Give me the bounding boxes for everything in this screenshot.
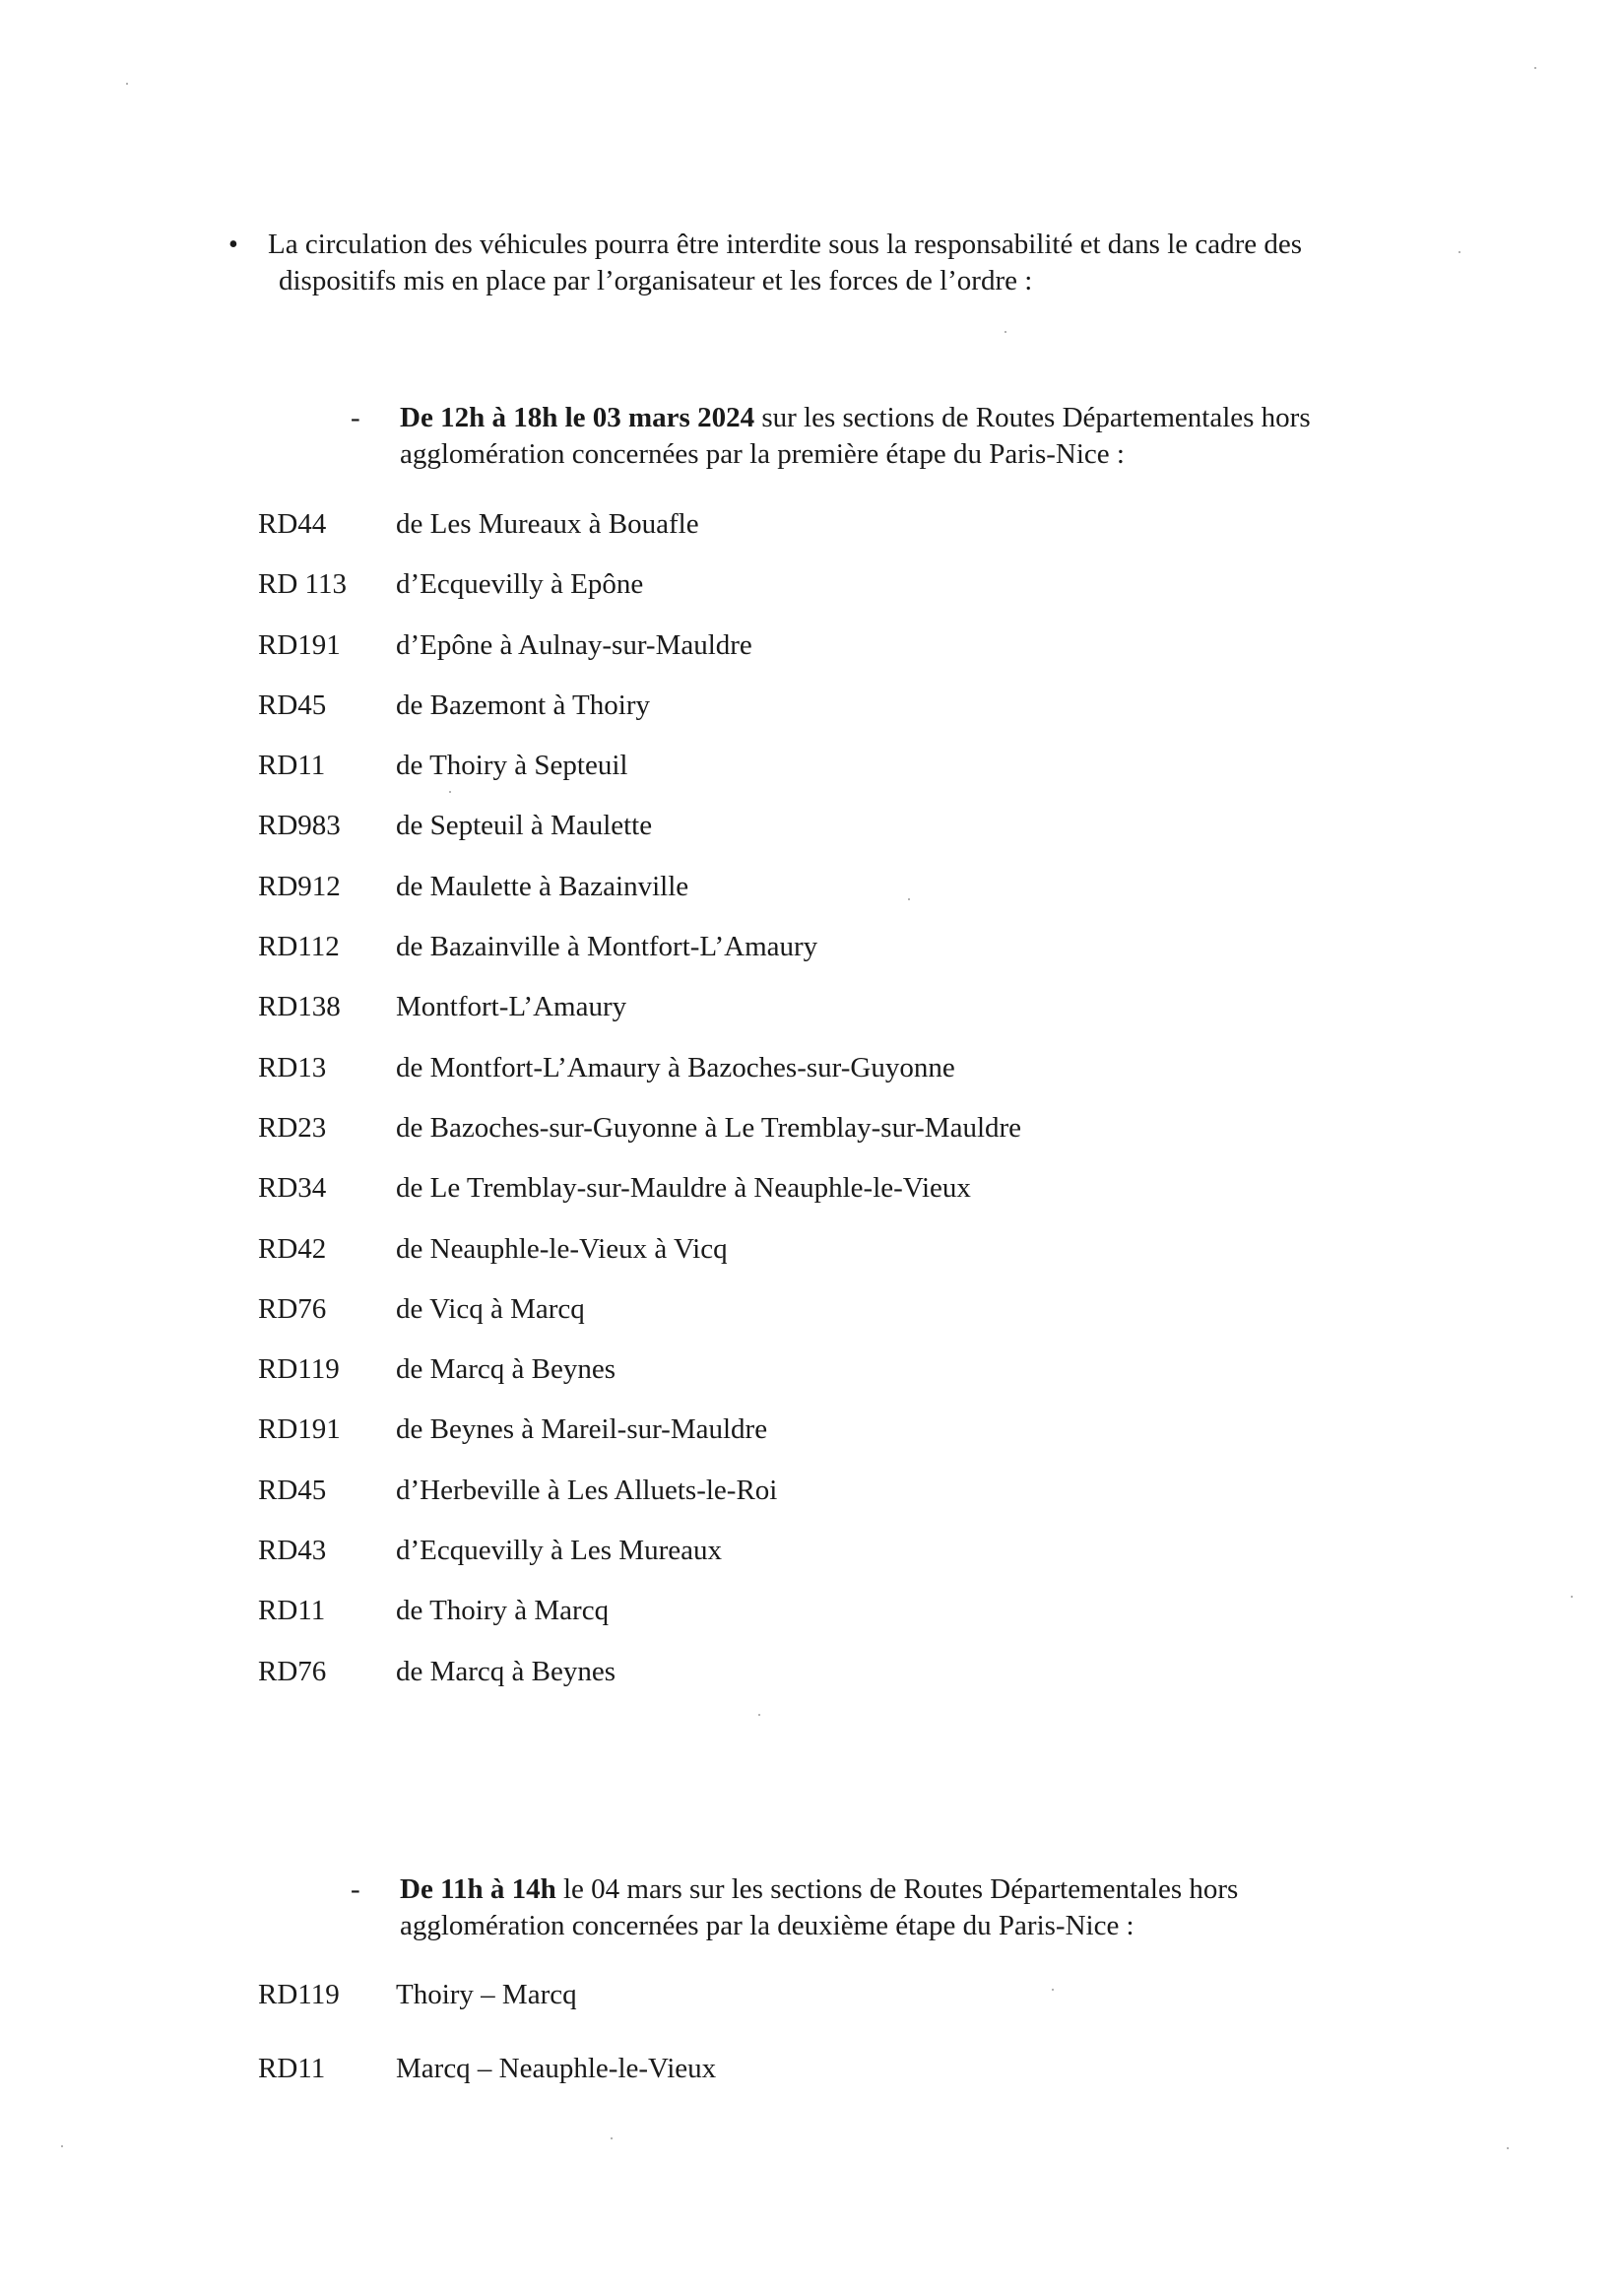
road-code: RD119 xyxy=(258,1979,340,2010)
stage1-heading-rest: sur les sections de Routes Départementales hors xyxy=(754,402,1311,433)
stage2-heading-text xyxy=(400,1871,1414,1908)
road-code: RD76 xyxy=(258,1655,327,1687)
road-row xyxy=(258,627,1341,688)
road-row xyxy=(258,869,1341,929)
stage2-road-list xyxy=(258,1977,1341,2125)
bullet-marker: • xyxy=(228,230,238,260)
road-code: RD11 xyxy=(258,1595,326,1627)
road-row xyxy=(258,688,1341,748)
road-code: RD45 xyxy=(258,689,327,721)
stage2-date-range: De 11h à 14h xyxy=(400,1873,556,1905)
road-section: de Montfort-L’Amaury à Bazoches-sur-Guyonne xyxy=(396,1051,955,1083)
stage2-heading-rest: le 04 mars sur les sections de Routes Départementales hors xyxy=(555,1873,1239,1905)
road-row xyxy=(258,1110,1341,1170)
stage2-heading xyxy=(351,1871,1414,1944)
scan-speck xyxy=(611,2137,613,2139)
stage1-heading-text xyxy=(400,400,1414,436)
stage2-heading-line-2: agglomération concernées par la deuxième étape du Paris-Nice : xyxy=(400,1910,1135,1941)
road-code: RD112 xyxy=(258,931,340,963)
stage1-date-range: De 12h à 18h le 03 mars 2024 xyxy=(400,402,755,433)
road-row xyxy=(258,1533,1341,1593)
road-row xyxy=(258,2051,1341,2125)
road-row xyxy=(258,1050,1341,1110)
road-section: de Thoiry à Marcq xyxy=(396,1595,610,1627)
road-section: de Marcq à Beynes xyxy=(396,1353,616,1386)
road-section: de Marcq à Beynes xyxy=(396,1655,616,1687)
road-code: RD76 xyxy=(258,1292,327,1325)
scan-speck xyxy=(1052,1989,1054,1991)
road-code: RD23 xyxy=(258,1111,327,1144)
road-code: RD45 xyxy=(258,1474,327,1506)
intro-line-1: La circulation des véhicules pourra être interdite sous la responsabilité et dans le cadre des xyxy=(268,229,1303,260)
intro-paragraph xyxy=(228,227,1404,299)
road-row xyxy=(258,1411,1341,1472)
road-code: RD34 xyxy=(258,1172,327,1205)
scan-speck xyxy=(1005,331,1006,333)
road-code: RD138 xyxy=(258,991,341,1023)
road-code: RD42 xyxy=(258,1232,327,1265)
scan-speck xyxy=(61,2145,63,2147)
road-section: d’Herbeville à Les Alluets-le-Roi xyxy=(396,1474,778,1506)
scan-speck xyxy=(1459,251,1460,253)
scan-speck xyxy=(126,83,128,85)
road-section: de Vicq à Marcq xyxy=(396,1292,585,1325)
road-row xyxy=(258,808,1341,868)
road-row xyxy=(258,989,1341,1049)
road-code: RD912 xyxy=(258,870,341,902)
road-row xyxy=(258,1170,1341,1230)
road-section: de Bazemont à Thoiry xyxy=(396,689,650,721)
road-section: d’Ecquevilly à Epône xyxy=(396,568,644,601)
stage1-heading-line-2: agglomération concernées par la première étape du Paris-Nice : xyxy=(400,438,1125,470)
road-code: RD11 xyxy=(258,750,326,782)
road-row xyxy=(258,1351,1341,1411)
road-row xyxy=(258,929,1341,989)
road-section: de Septeuil à Maulette xyxy=(396,810,653,842)
stage1-heading xyxy=(351,400,1414,473)
road-row xyxy=(258,1593,1341,1653)
road-row xyxy=(258,1291,1341,1351)
road-row xyxy=(258,506,1341,566)
road-section: de Bazoches-sur-Guyonne à Le Tremblay-sur-Mauldre xyxy=(396,1111,1022,1144)
road-section: Thoiry – Marcq xyxy=(396,1979,577,2010)
stage1-dash: - xyxy=(351,402,360,433)
road-section: de Thoiry à Septeuil xyxy=(396,750,628,782)
road-code: RD44 xyxy=(258,508,327,540)
road-code: RD43 xyxy=(258,1535,327,1567)
stage2-dash: - xyxy=(351,1873,360,1905)
road-section: de Neauphle-le-Vieux à Vicq xyxy=(396,1232,728,1265)
road-section: de Beynes à Mareil-sur-Mauldre xyxy=(396,1413,768,1446)
road-code: RD983 xyxy=(258,810,341,842)
intro-line-2: dispositifs mis en place par l’organisateur et les forces de l’ordre : xyxy=(279,265,1033,296)
road-code: RD13 xyxy=(258,1051,327,1083)
road-row xyxy=(258,1473,1341,1533)
road-section: de Les Mureaux à Bouafle xyxy=(396,508,699,540)
scan-speck xyxy=(1571,1596,1573,1598)
road-section: de Le Tremblay-sur-Mauldre à Neauphle-le-Vieux xyxy=(396,1172,971,1205)
road-section: de Maulette à Bazainville xyxy=(396,870,689,902)
road-section: Marcq – Neauphle-le-Vieux xyxy=(396,2053,717,2084)
intro-text xyxy=(268,227,1404,299)
road-code: RD 113 xyxy=(258,568,347,601)
road-section: d’Ecquevilly à Les Mureaux xyxy=(396,1535,722,1567)
road-section: d’Epône à Aulnay-sur-Mauldre xyxy=(396,628,752,661)
road-row xyxy=(258,1977,1341,2051)
scan-speck xyxy=(758,1714,760,1716)
scan-speck xyxy=(908,898,910,900)
road-row xyxy=(258,1231,1341,1291)
scan-speck xyxy=(1507,2147,1509,2149)
road-row xyxy=(258,748,1341,808)
road-section: Montfort-L’Amaury xyxy=(396,991,627,1023)
scan-speck xyxy=(449,791,451,793)
road-section: de Bazainville à Montfort-L’Amaury xyxy=(396,931,818,963)
road-row xyxy=(258,566,1341,626)
road-code: RD119 xyxy=(258,1353,340,1386)
road-code: RD191 xyxy=(258,628,341,661)
road-code: RD191 xyxy=(258,1413,341,1446)
road-code: RD11 xyxy=(258,2053,326,2084)
road-row xyxy=(258,1654,1341,1714)
stage1-road-list xyxy=(258,506,1341,1714)
scan-speck xyxy=(1534,67,1536,69)
